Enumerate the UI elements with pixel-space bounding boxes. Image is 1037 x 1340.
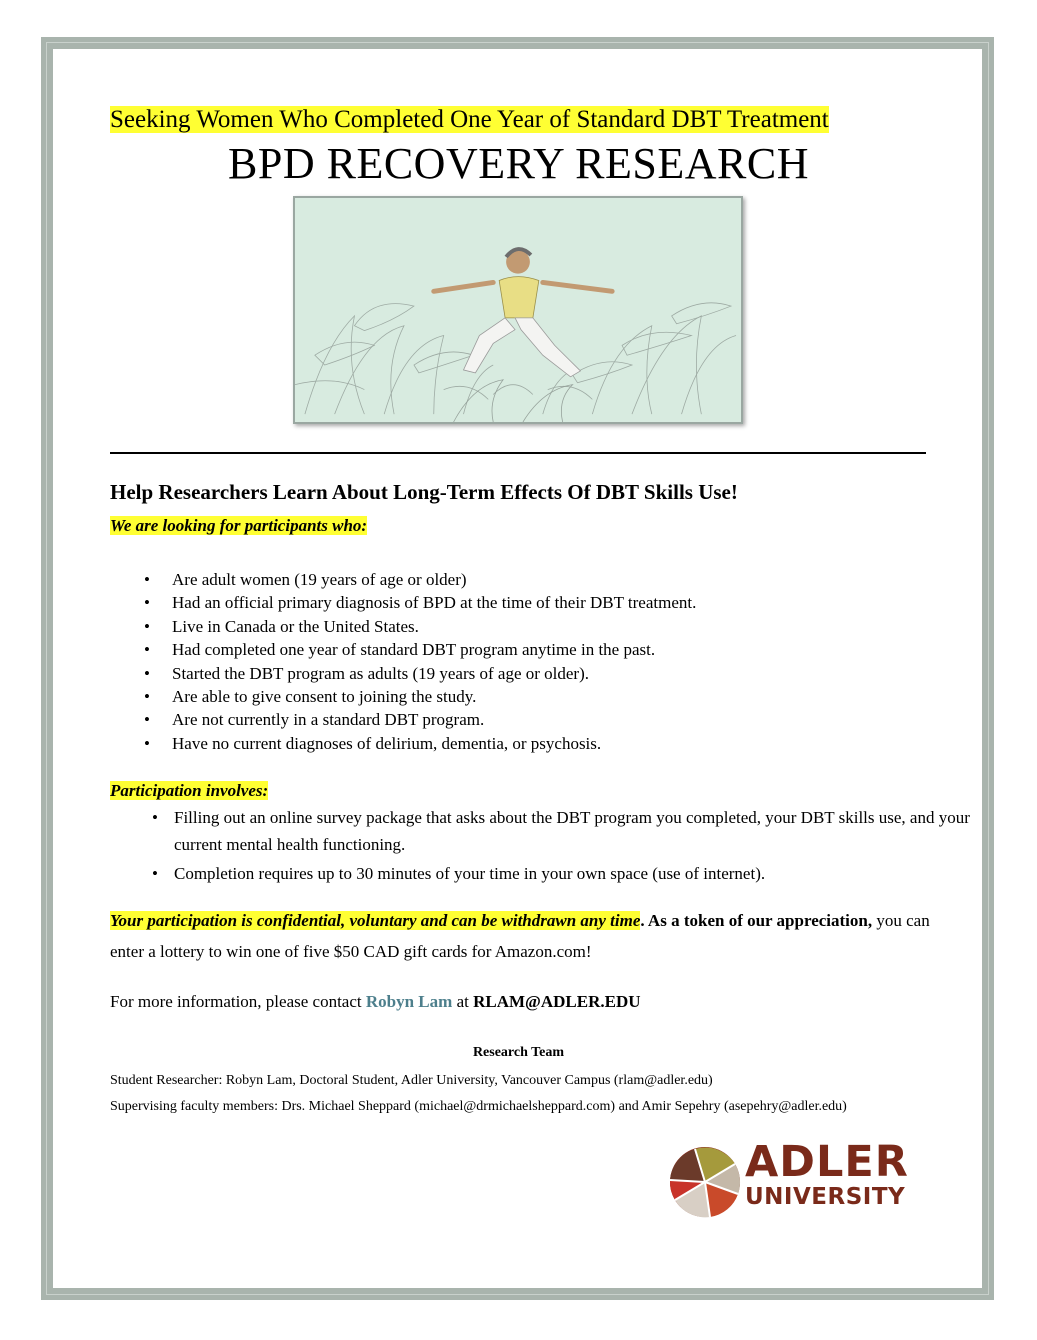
contact-email[interactable]: RLAM@ADLER.EDU (473, 992, 641, 1011)
participation-list (110, 804, 994, 889)
lottery-text: you can enter a lottery to win one of five $50 CAD gift cards for Amazon.com! (110, 911, 930, 961)
criteria-item: • Started the DBT program as adults (19 years of age or older). (172, 662, 696, 685)
research-team-details (110, 1068, 930, 1120)
token-text: As a token of our appreciation, (644, 911, 873, 930)
confidentiality-paragraph (110, 905, 940, 967)
subtitle (110, 104, 829, 136)
adler-logo-wordmark (745, 1137, 909, 1210)
criteria-item: • Have no current diagnoses of delirium, dementia, or psychosis. (172, 732, 696, 755)
confidentiality-highlight: Your participation is confidential, voluntary and can be withdrawn any time (110, 911, 641, 930)
subtitle-text: Seeking Women Who Completed One Year of Standard DBT Treatment (110, 106, 829, 133)
hero-image (293, 196, 743, 424)
participation-item: • Filling out an online survey package that asks about the DBT program you completed, your DBT skills use, and your current mental health functioning. (174, 804, 994, 858)
criteria-item: • Live in Canada or the United States. (172, 615, 696, 638)
looking-for-label (110, 514, 367, 538)
divider (110, 452, 926, 454)
looking-for-text: We are looking for participants who: (110, 516, 368, 535)
confidentiality-period: . (640, 911, 645, 930)
participation-item: • Completion requires up to 30 minutes of your time in your own space (use of internet). (174, 860, 994, 887)
logo-line-2: UNIVERSITY (745, 1184, 906, 1210)
criteria-list (110, 568, 696, 755)
criteria-item: • Had an official primary diagnosis of BPD at the time of their DBT treatment. (172, 591, 696, 614)
contact-prefix: For more information, please contact (110, 992, 366, 1011)
criteria-item: • Are able to give consent to joining the study. (172, 685, 696, 708)
participation-heading (110, 779, 268, 803)
contact-line (110, 988, 641, 1016)
criteria-item: • Had completed one year of standard DBT program anytime in the past. (172, 638, 696, 661)
research-team-heading: Research Team (472, 1045, 565, 1060)
criteria-item: • Are adult women (19 years of age or older) (172, 568, 696, 591)
student-researcher: Student Researcher: Robyn Lam, Doctoral Student, Adler University, Vancouver Campus (rlam@adler.edu) (110, 1073, 713, 1088)
page-title: BPD RECOVERY RESEARCH (228, 139, 809, 188)
faculty-members: Supervising faculty members: Drs. Michael Sheppard (michael@drmichaelsheppard.com) and Amir Sepehry (asepehry@adler.edu) (110, 1099, 847, 1114)
section-heading: Help Researchers Learn About Long-Term Effects Of DBT Skills Use! (110, 480, 738, 504)
logo-line-1: ADLER (745, 1137, 909, 1187)
participation-heading-text: Participation involves: (110, 781, 269, 800)
contact-middle: at (452, 992, 474, 1011)
contact-name: Robyn Lam (365, 992, 453, 1011)
yoga-illustration (295, 198, 741, 422)
criteria-item: • Are not currently in a standard DBT program. (172, 708, 696, 731)
